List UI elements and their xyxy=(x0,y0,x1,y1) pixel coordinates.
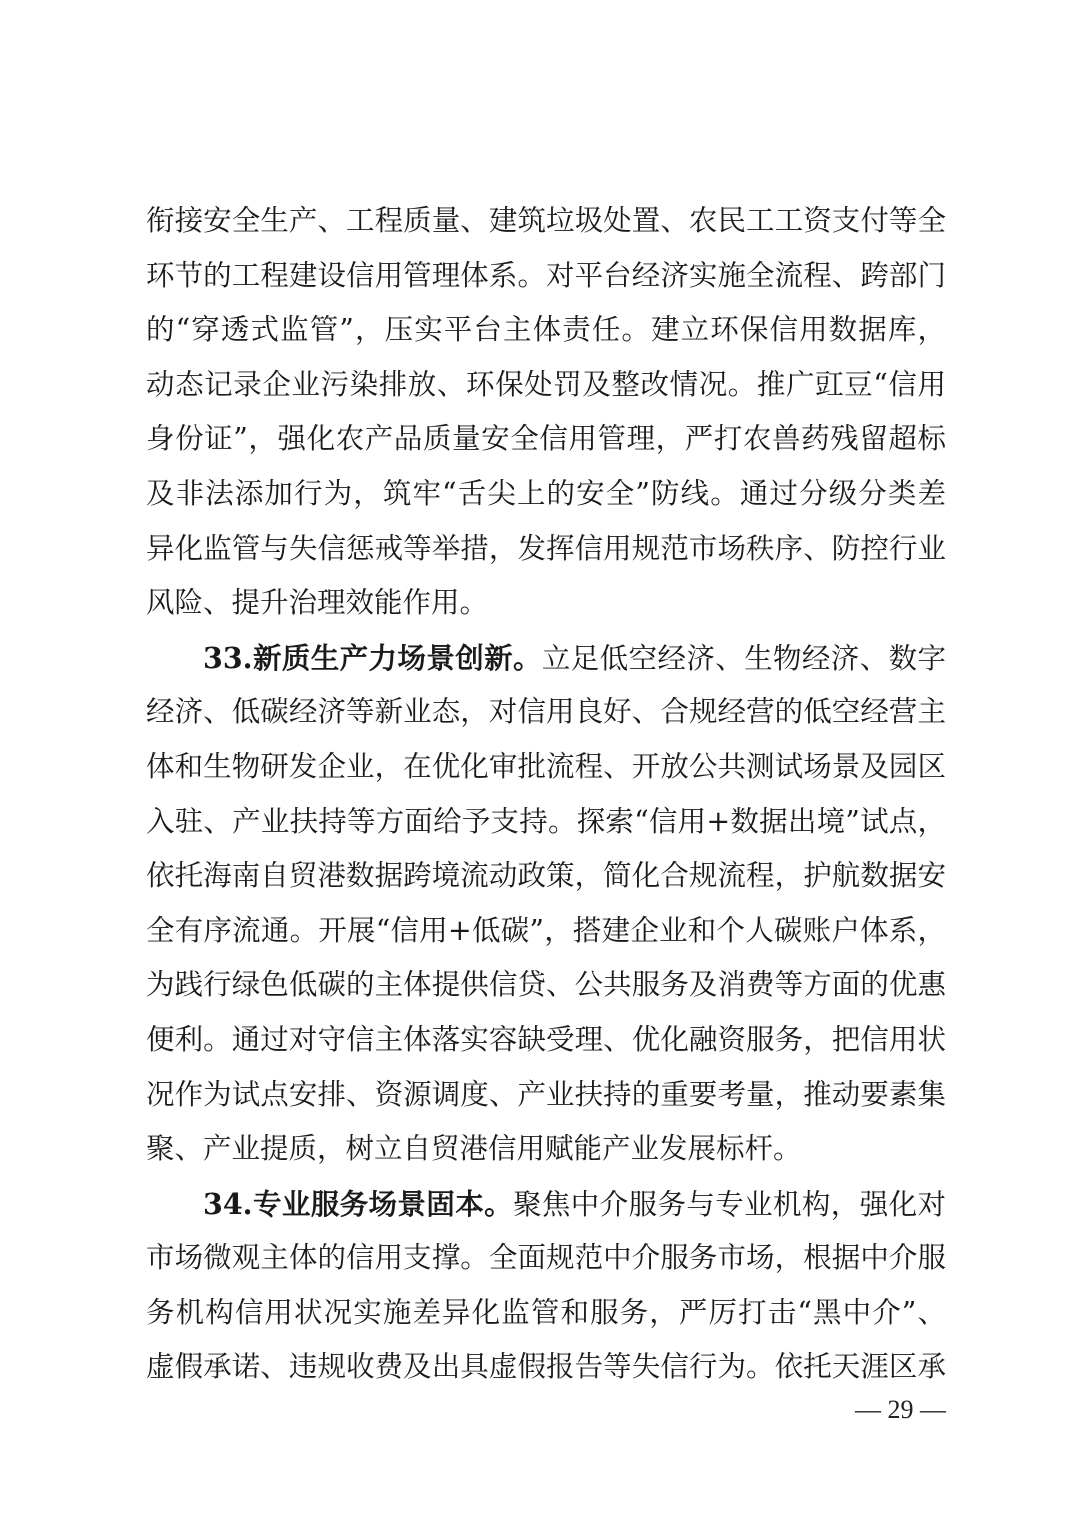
text-line: 为践行绿色低碳的主体提供信贷、公共服务及消费等方面的优惠 xyxy=(146,968,946,1002)
text-line: 体和生物研发企业，在优化审批流程、开放公共测试场景及园区 xyxy=(146,749,946,783)
text-line: 依托海南自贸港数据跨境流动政策，简化合规流程，护航数据安 xyxy=(146,859,946,893)
text-line: 动态记录企业污染排放、环保处罚及整改情况。推广豇豆“信用 xyxy=(146,367,946,401)
section-heading-33: 33.新质生产力场景创新。 xyxy=(203,640,542,675)
text-line: 聚、产业提质，树立自贸港信用赋能产业发展标杆。 xyxy=(146,1132,802,1166)
text-line: 虚假承诺、违规收费及出具虚假报告等失信行为。依托天涯区承 xyxy=(146,1350,946,1384)
text-run: 立足低空经济、生物经济、数字 xyxy=(541,641,946,675)
section-heading-34: 34.专业服务场景固本。 xyxy=(203,1186,513,1221)
document-body xyxy=(146,194,946,1395)
text-line: 及非法添加行为，筑牢“舌尖上的安全”防线。通过分级分类差 xyxy=(146,476,946,510)
text-line xyxy=(146,631,946,686)
text-line: 风险、提升治理效能作用。 xyxy=(146,586,489,620)
text-line: 的“穿透式监管”，压实平台主体责任。建立环保信用数据库， xyxy=(146,313,946,347)
text-line: 异化监管与失信惩戒等举措，发挥信用规范市场秩序、防控行业 xyxy=(146,531,946,565)
text-line: 便利。通过对守信主体落实容缺受理、优化融资服务，把信用状 xyxy=(146,1022,946,1056)
text-line: 入驻、产业扶持等方面给予支持。探索“信用+数据出境”试点， xyxy=(146,804,946,838)
text-line: 衔接安全生产、工程质量、建筑垃圾处置、农民工工资支付等全 xyxy=(146,204,946,237)
paragraph-continuation xyxy=(146,194,946,631)
page-number: — 29 — xyxy=(855,1395,946,1424)
text-run: 聚焦中介服务与专业机构，强化对 xyxy=(513,1187,946,1221)
text-line: 况作为试点安排、资源调度、产业扶持的重要考量，推动要素集 xyxy=(146,1077,946,1111)
text-line: 经济、低碳经济等新业态，对信用良好、合规经营的低空经营主 xyxy=(146,695,946,729)
text-line: 全有序流通。开展“信用+低碳”，搭建企业和个人碳账户体系， xyxy=(146,913,946,947)
text-line: 市场微观主体的信用支撑。全面规范中介服务市场，根据中介服 xyxy=(146,1241,946,1275)
text-line: 环节的工程建设信用管理体系。对平台经济实施全流程、跨部门 xyxy=(146,258,946,292)
text-line: 务机构信用状况实施差异化监管和服务，严厉打击“黑中介”、 xyxy=(146,1295,946,1329)
text-line: 身份证”，强化农产品质量安全信用管理，严打农兽药残留超标 xyxy=(146,422,946,456)
paragraph-33 xyxy=(146,631,946,1177)
text-line xyxy=(146,1177,946,1232)
paragraph-34 xyxy=(146,1177,946,1395)
